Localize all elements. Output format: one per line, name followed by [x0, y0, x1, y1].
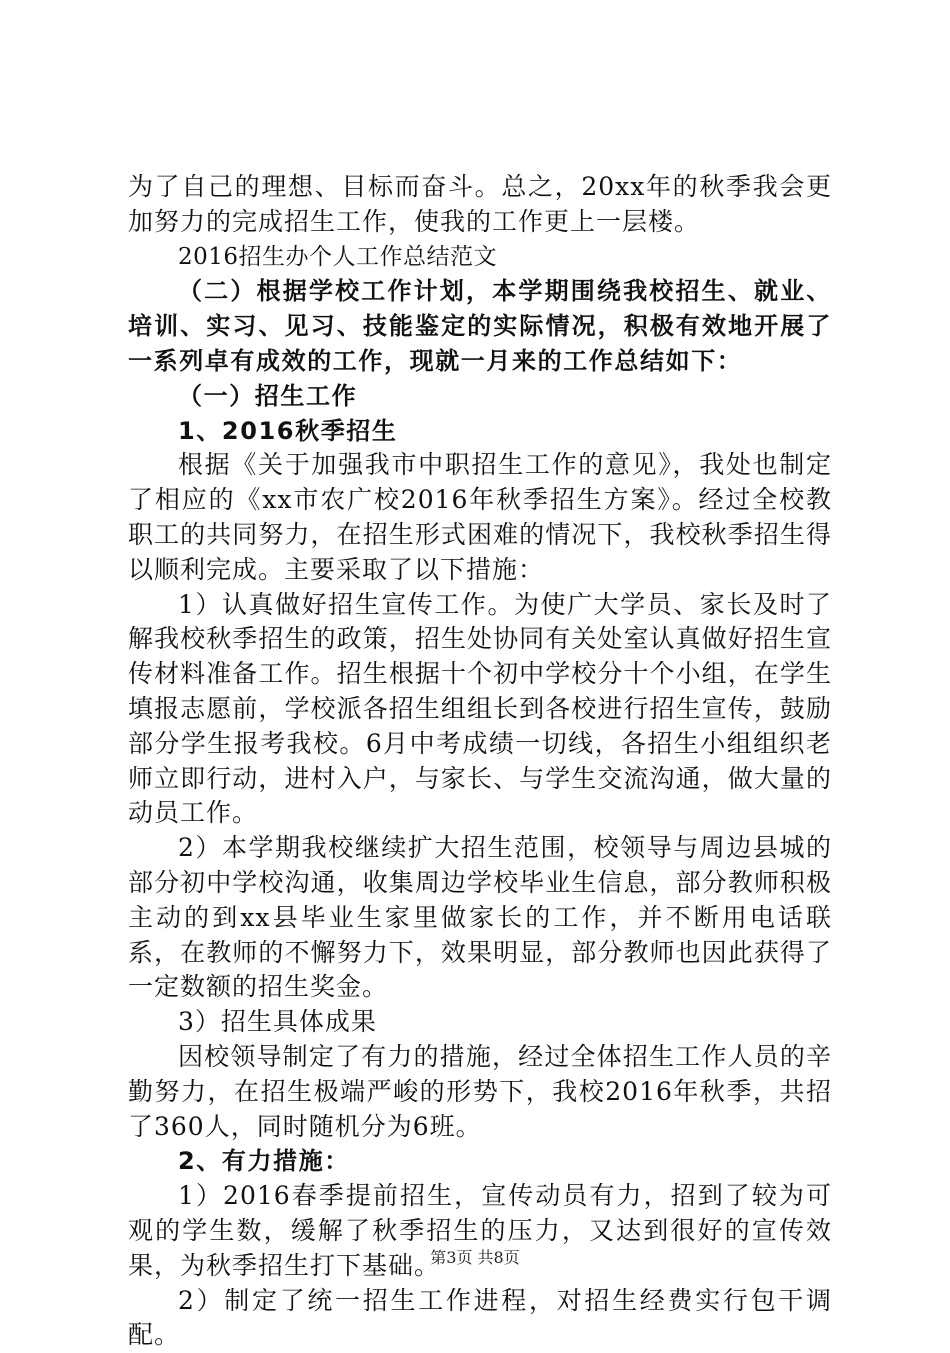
paragraph-results: 因校领导制定了有力的措施，经过全体招生工作人员的辛勤努力，在招生极端严峻的形势下，我校2016年秋季，共招了360人，同时随机分为6班。 — [128, 1040, 832, 1144]
subheading-autumn-recruitment: 1、2016秋季招生 — [128, 414, 832, 449]
paragraph-unified-process: 2）制定了统一招生工作进程，对招生经费实行包干调配。 — [128, 1284, 832, 1353]
paragraph-spring-recruitment: 1）2016春季提前招生，宣传动员有力，招到了较为可观的学生数，缓解了秋季招生的压力，又达到很好的宣传效果，为秋季招生打下基础。 — [128, 1179, 832, 1283]
paragraph-results-heading: 3）招生具体成果 — [128, 1005, 832, 1040]
paragraph-measure-2: 2）本学期我校继续扩大招生范围，校领导与周边县城的部分初中学校沟通，收集周边学校毕业生信息，部分教师积极主动的到xx县毕业生家里做家长的工作，并不断用电话联系，在教师的不懈努力下，效果明显，部分教师也因此获得了一定数额的招生奖金。 — [128, 831, 832, 1005]
article-title: 2016招生办个人工作总结范文 — [128, 240, 832, 275]
paragraph-continuation: 为了自己的理想、目标而奋斗。总之，20xx年的秋季我会更加努力的完成招生工作，使我的工作更上一层楼。 — [128, 170, 832, 240]
subheading-effective-measures: 2、有力措施： — [128, 1144, 832, 1179]
page-footer: 第3页 共8页 — [0, 1245, 950, 1268]
paragraph-plan: 根据《关于加强我市中职招生工作的意见》，我处也制定了相应的《xx市农广校2016年秋季招生方案》。经过全校教职工的共同努力，在招生形式困难的情况下，我校秋季招生得以顺利完成。主要采取了以下措施： — [128, 448, 832, 587]
intro-paragraph: （二）根据学校工作计划，本学期围绕我校招生、就业、培训、实习、见习、技能鉴定的实际情况，积极有效地开展了一系列卓有成效的工作，现就一月来的工作总结如下： — [128, 274, 832, 378]
document-body — [128, 170, 832, 1353]
paragraph-measure-1: 1）认真做好招生宣传工作。为使广大学员、家长及时了解我校秋季招生的政策，招生处协同有关处室认真做好招生宣传材料准备工作。招生根据十个初中学校分十个小组，在学生填报志愿前，学校派各招生组组长到各校进行招生宣传，鼓励部分学生报考我校。6月中考成绩一切线，各招生小组组织老师立即行动，进村入户，与家长、与学生交流沟通，做大量的动员工作。 — [128, 588, 832, 832]
section-heading-recruitment: （一）招生工作 — [128, 379, 832, 414]
